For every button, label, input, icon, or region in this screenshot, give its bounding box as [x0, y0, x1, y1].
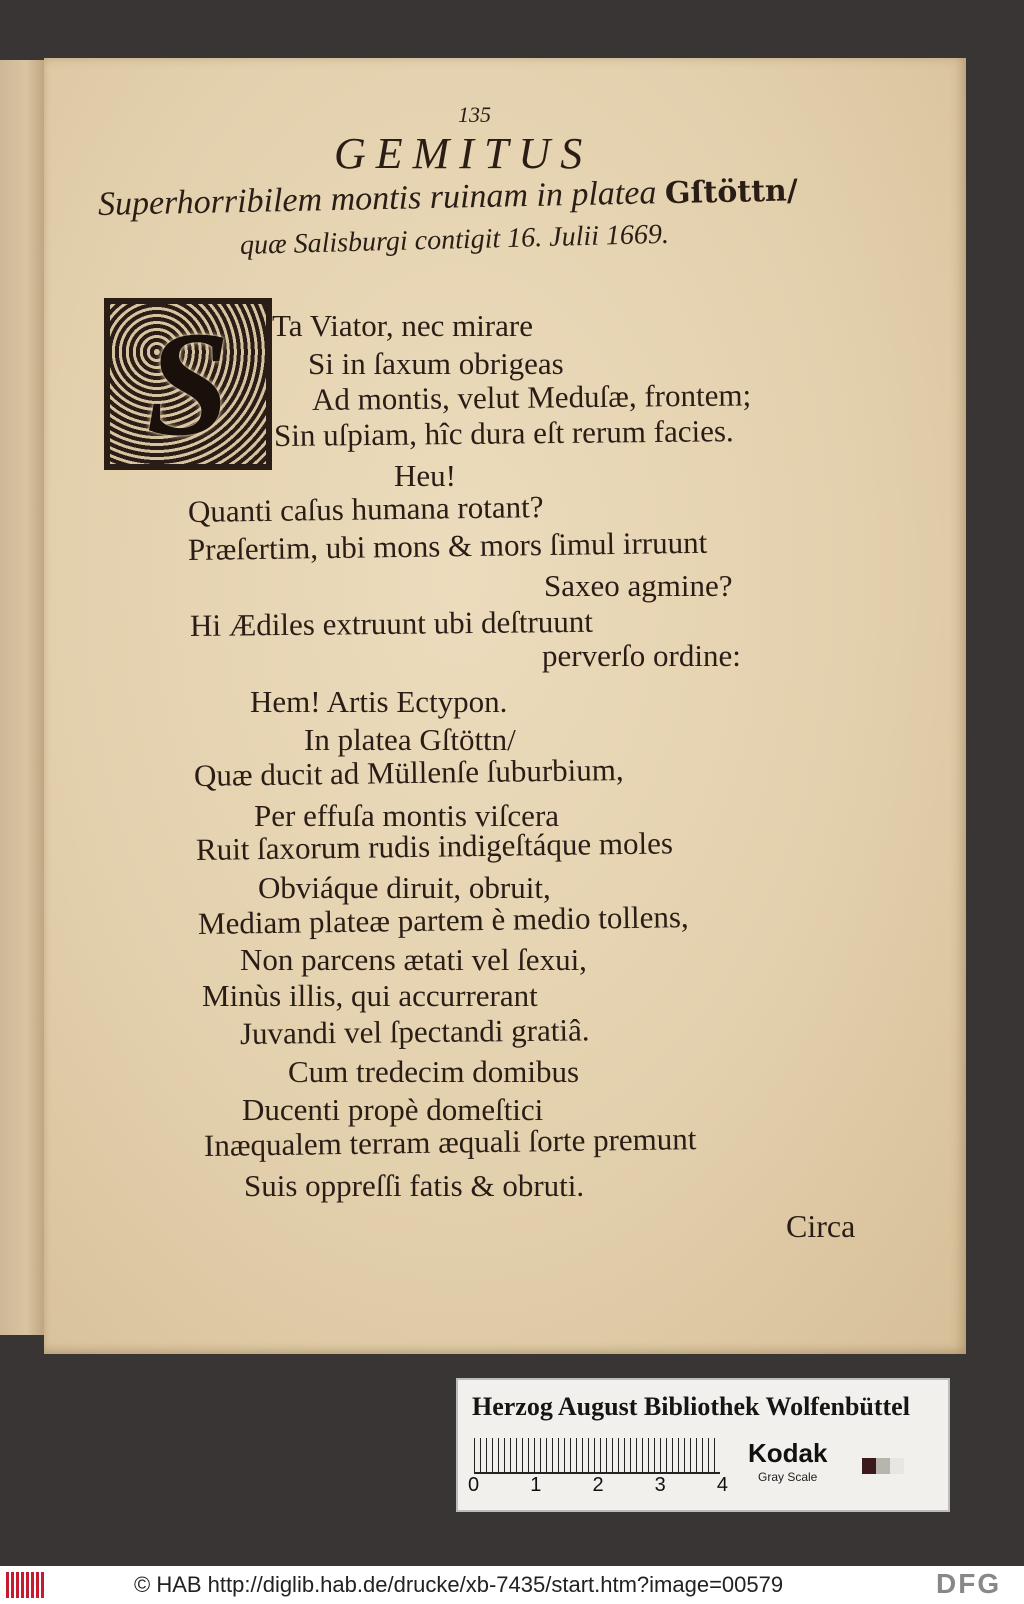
verse-line-23: Inæqualem terram æquali ſorte premunt: [203, 1121, 697, 1163]
verse-line-22: Ducenti propè domeſtici: [242, 1092, 544, 1127]
initial-ornament: [110, 301, 266, 467]
verse-line-6: Quanti caſus humana rotant?: [187, 489, 544, 529]
subtitle-blackletter: Gſtöttn/: [664, 173, 799, 212]
subtitle-text: Superhorribilem montis ruinam in platea: [97, 174, 657, 223]
gray-scale-label: Gray Scale: [758, 1470, 818, 1484]
subtitle-line-2: quæ Salisburgi contigit 16. Julii 1669.: [239, 218, 670, 261]
subtitle-line-1: [98, 171, 799, 224]
verse-line-9: Hi Ædiles extruunt ubi deſtruunt: [189, 603, 594, 643]
verse-line-15: Ruit ſaxorum rudis indigeſtáque moles: [195, 825, 674, 867]
verse-line-17: Mediam plateæ partem è medio tollens,: [197, 899, 689, 941]
verse-line-14: Per effuſa montis viſcera: [254, 798, 560, 833]
verse-line-18: Non parcens ætati vel ſexui,: [240, 942, 587, 977]
page-title: GEMITUS: [334, 129, 593, 178]
verse-line-2: Si in ſaxum obrigeas: [308, 346, 564, 381]
initial-letter: S: [146, 301, 230, 467]
ruler-label-2: 2: [592, 1474, 604, 1496]
footer-bar: [0, 1566, 1024, 1604]
verse-line-12: In platea Gſtöttn/: [304, 722, 516, 757]
ruler-label-3: 3: [654, 1474, 666, 1496]
book-page: [44, 58, 966, 1354]
adjacent-page-edge: [0, 0, 44, 1335]
ruler-label-4: 4: [716, 1474, 728, 1496]
dfg-logo: DFG: [936, 1568, 1002, 1599]
ruler-labels: [468, 1474, 728, 1497]
decorated-initial: [104, 298, 272, 470]
library-name: Herzog August Bibliothek Wolfenbüttel: [472, 1392, 910, 1421]
gray-swatches: [862, 1458, 904, 1474]
verse-line-3: Ad montis, velut Meduſæ, frontem;: [311, 377, 752, 417]
verse-line-21: Cum tredecim domibus: [288, 1054, 580, 1089]
verse-line-20: Juvandi vel ſpectandi gratiâ.: [239, 1012, 590, 1051]
page-number: 135: [458, 102, 491, 127]
verse-line-24: Suis oppreſſi fatis & obruti.: [244, 1168, 585, 1203]
verse-line-1: Ta Viator, nec mirare: [272, 308, 533, 343]
ruler-label-1: 1: [530, 1474, 542, 1496]
swatch-dark: [862, 1458, 876, 1474]
verse-line-4: Sin uſpiam, hîc dura eſt rerum facies.: [273, 413, 734, 453]
kodak-logo: Kodak: [748, 1438, 828, 1468]
verse-line-16: Obviáque diruit, obruit,: [258, 870, 551, 905]
measurement-ruler: [474, 1438, 720, 1474]
hab-logo-icon: [6, 1572, 46, 1598]
swatch-mid: [876, 1458, 890, 1474]
verse-line-5: Heu!: [394, 458, 456, 493]
footer-link[interactable]: © HAB http://diglib.hab.de/drucke/xb-7435/start.htm?image=00579: [134, 1572, 784, 1597]
verse-line-11: Hem! Artis Ectypon.: [250, 684, 508, 719]
verse-line-19: Minùs illis, qui accurrerant: [202, 978, 538, 1013]
verse-line-10: perverſo ordine:: [542, 638, 741, 673]
background-corner: [0, 0, 44, 60]
color-calibration-card: [456, 1378, 950, 1512]
verse-line-13: Quæ ducit ad Müllenſe ſuburbium,: [193, 752, 624, 793]
verse-line-7: Præſertim, ubi mons & mors ſimul irruunt: [187, 524, 708, 567]
ruler-label-0: 0: [468, 1474, 480, 1496]
catchword: Circa: [786, 1208, 856, 1244]
verse-line-8: Saxeo agmine?: [544, 568, 733, 603]
swatch-light: [890, 1458, 904, 1474]
